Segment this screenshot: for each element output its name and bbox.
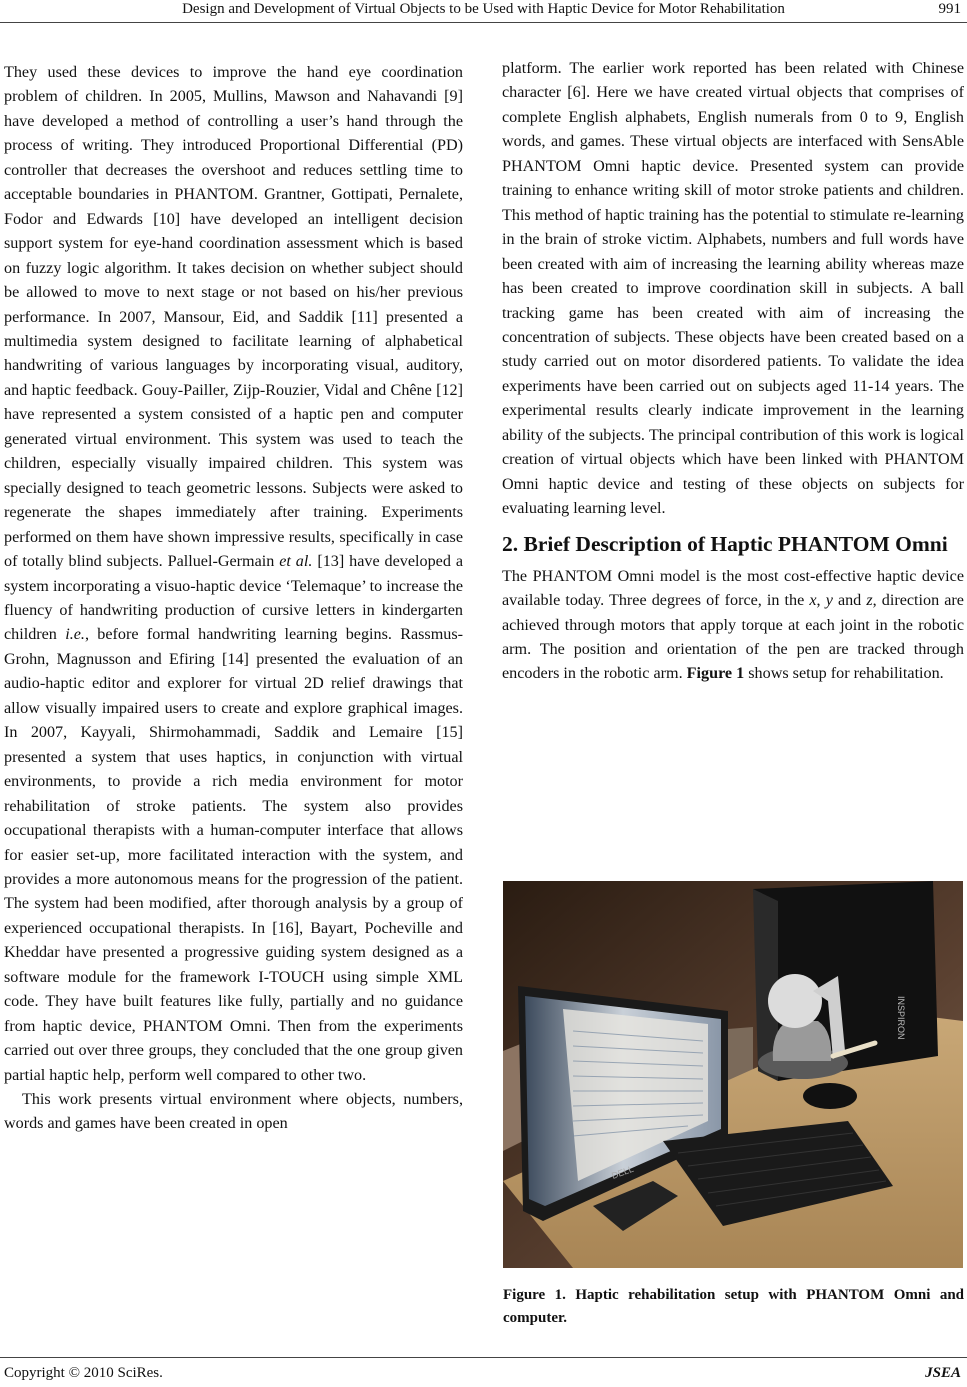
figure-photo <box>503 881 963 1268</box>
ie-italic: i.e. <box>65 626 85 644</box>
et-al-italic: et al. <box>279 553 313 571</box>
paragraph-related-work <box>4 61 463 1088</box>
var-x: x <box>809 592 817 610</box>
and-word: and <box>837 592 862 610</box>
phantom-text-c: shows setup for rehabilitation. <box>748 665 944 683</box>
mouse <box>803 1083 857 1109</box>
phantom-text-b: , direction are achieved through motors that apply torque at each joint in the robotic arm. The position and orientation of the pen are tracked through encoders in the robotic arm. <box>502 592 964 683</box>
var-y: y <box>825 592 833 610</box>
monitor-brand-text: DELL <box>610 1163 635 1181</box>
figure-caption: Figure 1. Haptic rehabilitation setup with PHANTOM Omni and computer. <box>503 1287 964 1326</box>
figure-reference[interactable]: Figure 1 <box>686 665 745 683</box>
section-heading: 2. Brief Description of Haptic PHANTOM Omni <box>502 531 948 556</box>
copyright: Copyright © 2010 SciRes. <box>4 1365 163 1381</box>
journal-name: JSEA <box>925 1365 961 1381</box>
paragraph-contribution: platform. The earlier work reported has been related with Chinese character [6]. Here we have created virtual objects that comprises of complete English alphabets, English numerals from 0 to 9, English words, and games. These virtual objects are interfaced with SensAble PHANTOM Omni haptic device. Presented system can provide training to enhance writing skill of motor stroke patients and children. This method of haptic training has the potential to stimulate re-learning in the brain of stroke victim. Alphabets, numbers and full words have been created with aim of increasing the learning ability whereas maze has been created to improve coordination skill in subjects. A ball tracking game has been created with aim of increasing the concentration of subjects. These objects have been created based on a study carried out on motor disordered patients. To validate the idea experiments have been carried out on subjects aged 11-14 years. The experimental results clearly indicate improvement in the learning ability of the subjects. The principal contribution of this work is logical creation of virtual objects which have been linked with PHANTOM Omni haptic device and testing of these objects on subjects for evaluating learning level. <box>502 60 964 518</box>
page-number: 991 <box>938 1 961 17</box>
phantom-text-a: The PHANTOM Omni model is the most cost-effective haptic device available today. Three degrees of force, in the <box>502 567 964 610</box>
related-work-text-b: [13] have developed a system incorporating a visuo-haptic device ‘Telemaque’ to increase the fluency of handwriting production of cursive letters in kindergarten children <box>4 553 463 644</box>
related-work-text-a: They used these devices to improve the hand eye coordination problem of children. In 2005, Mullins, Mawson and Nahavandi [9] have developed a method of controlling a user’s hand through the process of writing. They introduced Proportional Differential (PD) controller that decreases the overshoot and reduces settling time to acceptable boundaries in PHANTOM. Grantner, Gottipati, Pernalete, Fodor and Edwards [10] have developed an intelligent decision support system for eye-hand coordination assessment which is based on fuzzy logic algorithm. It takes decision on whether subject should be allowed to move to next stage or not based on his/her previous performance. In 2007, Mansour, Eid, and Saddik [11] presented a multimedia system designed to facilitate learning of alphabetical handwriting of various languages by incorporating visual, auditory, and haptic feedback. Gouy-Pailler, Zijp-Rouzier, Vidal and Chêne [12] have represented a system consisted of a haptic pen and computer generated virtual environment. This system was used to teach the children, especially visually impaired children. This system was specially designed to teach geometric lessons. Subjects were asked to regenerate the shapes immediately after training. Experiments performed on them have shown impressive results, specifically in case of totally blind subjects. Palluel-Germain <box>4 64 463 571</box>
related-work-text-c: , before formal handwriting learning begins. Rassmus-Grohn, Magnusson and Efiring [14] presented the evaluation of an audio-haptic editor and explorer for virtual 2D relief drawings that allow visually impaired users to create and explore graphical images. In 2007, Kayyali, Shirmohammadi, Saddik and Lemaire [15] presented a system that uses haptics, in conjunction with virtual environments, to provide a rich media environment for motor rehabilitation of stroke patients. The system also provides occupational therapists with a human-computer interface that allows for easier set-up, more facilitated interaction with the system, and provides a more autonomous means for the progression of the patient. The system had been modified, after thorough analysis by a group of experienced occupational therapists. In [16], Bayart, Pocheville and Kheddar have presented a progressive guiding system designed as a software module for the framework I-TOUCH using simple XML code. They have built features like fully, partially and no guidance from haptic device, PHANTOM Omni. Then from the experiments carried out over three groups, they concluded that the one group given partial haptic help, perform well compared to other two. <box>4 626 463 1084</box>
running-title: Design and Development of Virtual Objects to be Used with Haptic Device for Motor Rehabilitation <box>182 1 785 17</box>
right-column <box>502 57 964 687</box>
page-footer <box>0 1357 967 1387</box>
tower-brand-text: INSPIRON <box>896 996 906 1040</box>
var-z: z <box>866 592 873 610</box>
rehab-setup-photo <box>503 881 963 1268</box>
left-column <box>4 61 463 1137</box>
paragraph-this-work: This work presents virtual environment where objects, numbers, words and games have been created in open <box>4 1091 463 1133</box>
paragraph-phantom-omni <box>502 565 964 687</box>
comma-sep: , <box>816 592 821 610</box>
running-header <box>0 0 967 23</box>
